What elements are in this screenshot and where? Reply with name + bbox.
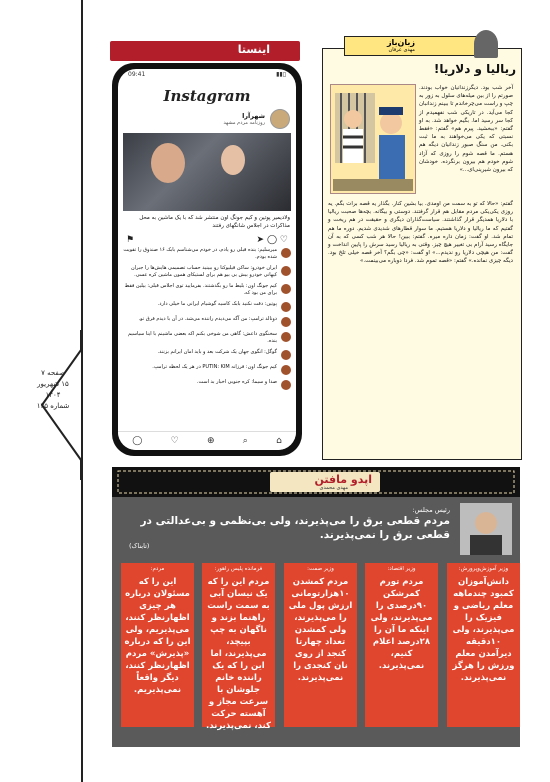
comment-text: کیم جونگ اون: فرزانه PUTIN: KIM در هر یک لحظه ترامپ.: [152, 364, 277, 370]
heart-icon[interactable]: ♡: [279, 235, 288, 245]
instagram-section-header: [110, 41, 300, 61]
quote-card-text: مردم تورم کمرشکن ۹۰درصدی را می‌پذیرند، ولی اینکه ما آن را ۲۸درصد اعلام کنیم، نمی‌پذیرند.: [370, 577, 433, 671]
comment-item: [123, 331, 291, 345]
comment-avatar: [281, 266, 291, 276]
quote-card-text: مردم این را که یک نیسان آبی به سمت راست راهنما بزند و ناگهان به چپ بپیچد، می‌پذیرند، اما این را که یک راننده خانم جلوشان با سرعت مجاز و آهسته حرکت کند، نمی‌پذیرند.: [206, 577, 271, 731]
quote-card-text: مردم کمشدن ۱۰هزارتومانی ارزش پول ملی را می‌پذیرند، ولی کمشدن تعداد چهارتا کنجد از روی نان کنجدی را نمی‌پذیرند.: [288, 577, 353, 683]
quote-card: [202, 563, 275, 731]
nav-heart-icon[interactable]: ♡: [170, 436, 179, 446]
headline-source: (تابناک): [129, 542, 150, 550]
instagram-section-title: اینستا: [237, 43, 270, 56]
quote-card: [447, 563, 520, 727]
comment-text: سخنگوی داعش: گاهی من شوخی بکنم اکه بعضی ماشینم با اینا سیاسیم بنده.: [127, 331, 277, 344]
quote-card-text: دانش‌آموزان کمبود چندماهه معلم ریاضی و فیزیک را می‌پذیرند، ولی ۱۰دقیقه دیرآمدن معلم ورزش را هرگز نمی‌پذیرند.: [452, 577, 515, 683]
bookmark-icon[interactable]: ⚑: [126, 235, 135, 245]
bottom-section-author: مهدی محمدی: [319, 485, 348, 491]
comment-item: [123, 247, 291, 261]
post-username[interactable]: شهرآرا: [242, 112, 265, 120]
quote-card: [121, 563, 194, 727]
quote-card-label: وزیر صمت:: [307, 566, 334, 572]
photo-person-right: [221, 145, 245, 175]
comment-avatar: [281, 350, 291, 360]
bottom-section-title-box: [270, 472, 380, 492]
folio-issue: شماره ۱۴۵: [36, 402, 70, 410]
post-caption: ولادیمیر پوتین و کیم جونگ اون منتشر شد که با یک ماشین به محل مذاکرات در اجلاس شانگهای رفتند: [139, 215, 290, 229]
comment-icon[interactable]: ◯: [266, 235, 278, 245]
quote-card: [365, 563, 438, 727]
column-body-main: گفتم: «حالا که تو به سمت من اومدی. بیا بشین کنار. بگذار یه قصه برات بگم. یه روزی یکی‌یکی مردم مقابل هم قرار گرفتند. دوستی و بیگانه. بچه‌ها صحبت ریالیا با دلاریا همدیگر قرار گذاشتند. سیاست‌گذاران دیگری و حقیقت در هم ریخت و گفتیم که ما ریالیا و دلاریا هستیم. ما سوار قطارهای شدیدی شدیم. دوره ما هم تمام شد. او گفت: زمان داره میره. گفتم: ببین! حالا هر شب کسی که به آن جایگاه رسید آرام بی تغییر هیچ چیز. وقتی به ریالیا رسید سرش را پایین انداخت و گفت: من هیچی دلاریا رو ندیدم...» او گفت: «چی بگم؟ آخر قصه خیلی تلخ بود. دیگه چیزی نمانده.» گفتم: «قصه تموم شد. فردا دوباره می‌بینمت.»: [328, 201, 513, 265]
column-body-top: آخر شب بود. دیگرزندانیان خواب بودند. صورتم را از بین میله‌های سلول به زور به چپ و راست می‌چرخاندم تا ببینم زندانبان کجا می‌آید. در تاریکی شب نفهمیدم از کجا سر رسید اما. بگیم خواهد شد. به او گفتم: «ببخشید. پیرم هم» گفتم: «فقط نسبتی که یکی می‌خواهند به ما ثبت بکنی. من سنگ صبور زندانیان دیگه هم هستم. ما قصه شوم را روزی که آزاد شوم خودم هم بیرون برنگرده. خودشان که بیرون شیرینی‌ای...»: [419, 85, 513, 174]
instagram-logo: Instagram: [163, 87, 251, 105]
avatar[interactable]: [270, 109, 290, 129]
status-time: 09:41: [128, 71, 146, 78]
author-photo: [474, 30, 498, 58]
comment-avatar: [281, 380, 291, 390]
comment-item: [123, 301, 291, 312]
column-badge-title: زبان‌باز: [386, 38, 415, 47]
folio: [30, 368, 76, 412]
bottom-nav: [118, 431, 296, 450]
comment-item: [123, 283, 291, 297]
bottom-section-title: اپدو مافتن: [314, 473, 372, 486]
comments-list: [118, 247, 296, 390]
comment-item: [123, 364, 291, 375]
comment-avatar: [281, 365, 291, 375]
quote-card-text: این را که مسئولان درباره هر چیزی اظهارنظر کنند، می‌پذیریم، ولی این را که درباره «پذیرش» مردم اظهارنظر کنند، دیگر واقعاً نمی‌پذیریم.: [124, 577, 191, 695]
folio-page: صفحه ۷: [41, 369, 65, 377]
post-header: [118, 105, 296, 133]
nav-profile-icon[interactable]: ◯: [132, 436, 143, 446]
comment-avatar: [281, 284, 291, 294]
comment-text: کیم جونگ اون: بلیط ما رو بگذشتند. بفرمایید توی اجلاس قبلی: بیلین فقط برای من بود که.: [124, 283, 277, 296]
comment-avatar: [281, 332, 291, 342]
headline-text: مردم قطعی برق را می‌پذیرند، ولی بی‌نظمی و بی‌عدالتی در قطعی برق را نمی‌پذیرند.: [140, 515, 450, 541]
comment-item: [123, 265, 291, 279]
quote-card-label: فرمانده پلیس راهور:: [214, 566, 263, 572]
comment-avatar: [281, 302, 291, 312]
comment-avatar: [281, 317, 291, 327]
comment-text: ایران خودرو: ساکن قیلیوکنا رو ببینید حساب تصمیمی هایش‌ها را جبران کیهانی خودرو بیش بی بیو هم برای لستیکای همون ماشین کره عسی.: [130, 265, 277, 278]
post-subtitle: روزنامه مردم مشهد: [223, 120, 265, 126]
quote-card-label: وزیر آموزش‌وپرورش:: [458, 566, 509, 572]
headline-box: [121, 506, 455, 554]
post-actions: [118, 233, 296, 247]
speaker-portrait: [460, 503, 512, 555]
column-title: ریالیا و دلاریا!: [433, 62, 516, 76]
headline-label: رئیس مجلس:: [412, 506, 450, 514]
comment-text: میرسلیم: بنده قبلی رو یادم، در خودم می‌شناسم بابک ۱۶ صندوق را تقویت شده بودم.: [123, 247, 277, 260]
photo-person-left: [151, 143, 185, 183]
status-bar: [118, 69, 296, 87]
comment-text: دونالد ترامپ: من آگه می‌دیدم راننده می‌شد. در آن با دیدم فرق تو.: [138, 316, 277, 322]
folio-date: ۱۵ شهریور ۱۴۰۴: [37, 380, 69, 399]
battery-icon: ▮▮▯: [276, 71, 286, 78]
comment-text: گوگل: انگوی جهان یک شرکت بعد و باید امان ایرانم بزنند.: [157, 349, 277, 355]
quote-card: [284, 563, 357, 727]
share-icon[interactable]: ➤: [256, 235, 265, 245]
nav-add-icon[interactable]: ⊕: [206, 436, 215, 446]
comment-text: پوتین: دقت نکنید بابک کاسیه گوشیام ایرانی ما خیلی دارد.: [157, 301, 277, 307]
comment-item: [123, 379, 291, 390]
nav-home-icon[interactable]: ⌂: [276, 436, 282, 446]
phone-screen: [118, 69, 296, 450]
comment-item: [123, 349, 291, 360]
post-photo[interactable]: [123, 133, 291, 211]
column-badge-author: مهدی عرفان: [388, 47, 415, 53]
quote-card-label: مردم:: [150, 566, 165, 572]
prison-cartoon-illustration: [330, 84, 416, 194]
comment-avatar: [281, 248, 291, 258]
nav-search-icon[interactable]: ⌕: [242, 436, 248, 446]
comment-item: [123, 316, 291, 327]
quote-card-label: وزیر اقتصاد:: [387, 566, 416, 572]
comment-text: صدا و سیما: کره جنوبی اخبار بد است.: [196, 379, 277, 385]
